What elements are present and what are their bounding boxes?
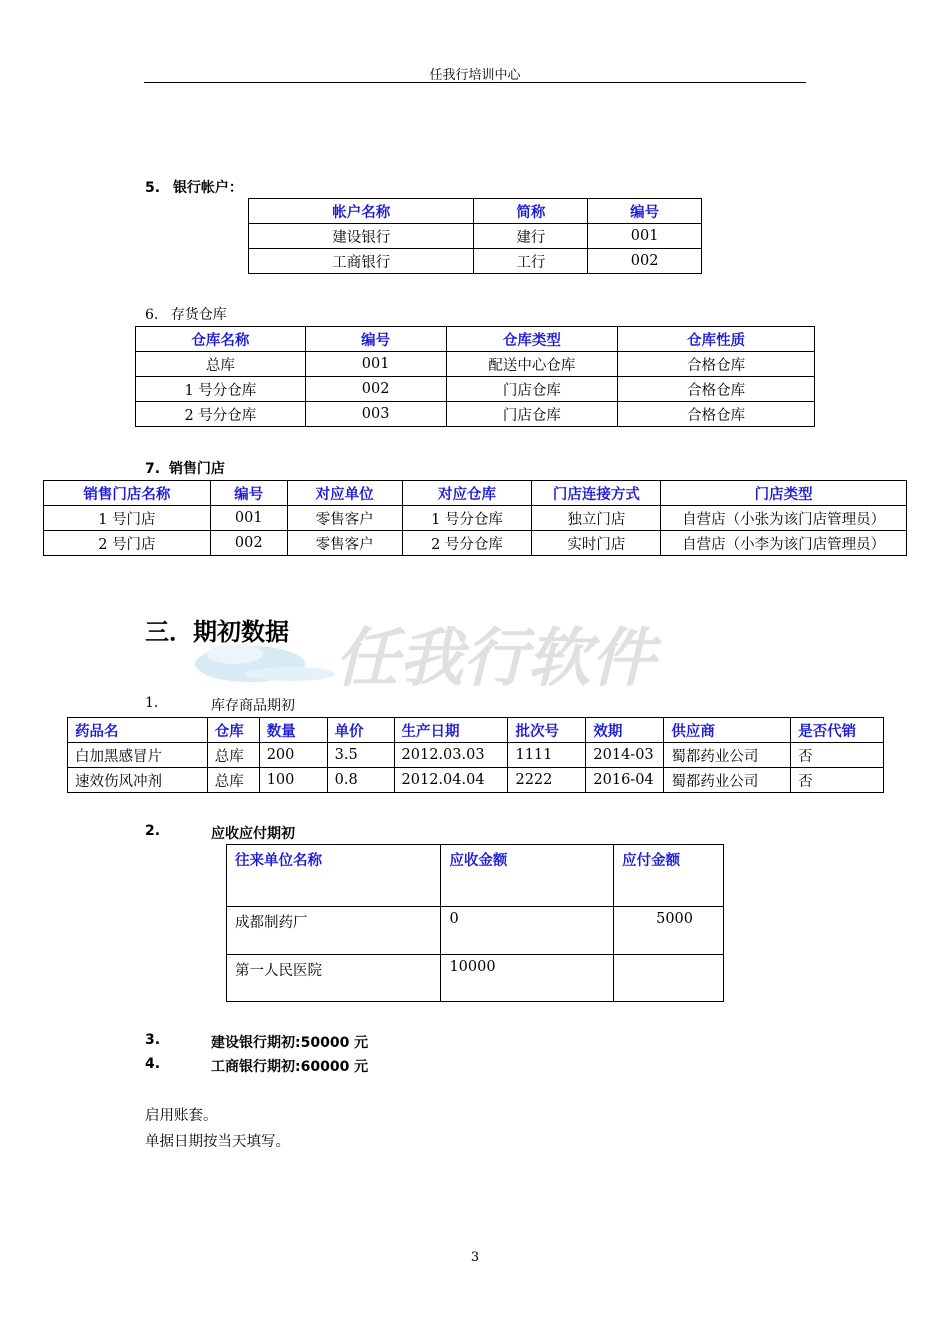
sales-store-table — [43, 480, 907, 556]
header-cell: 效期 — [586, 718, 664, 743]
table-cell: 002 — [305, 377, 446, 402]
table-cell: 001 — [305, 352, 446, 377]
table-cell: 2016-04 — [586, 768, 664, 793]
table-cell: 合格仓库 — [618, 402, 815, 427]
table-cell: 100 — [259, 768, 327, 793]
table-row — [136, 352, 815, 377]
part-3-title: 三．期初数据 — [145, 618, 289, 646]
section-7-number: 7. — [145, 461, 161, 477]
table-cell: 自营店（小李为该门店管理员） — [661, 531, 907, 556]
table-cell: 001 — [210, 506, 287, 531]
section-7-label: 销售门店 — [168, 461, 225, 477]
table-cell: 合格仓库 — [618, 377, 815, 402]
header-cell: 编号 — [210, 481, 287, 506]
header-cell: 仓库类型 — [446, 327, 618, 352]
table-cell: 0.8 — [327, 768, 394, 793]
note-line-1: 启用账套。 — [145, 1108, 218, 1124]
header-cell: 编号 — [305, 327, 446, 352]
table-cell: 门店仓库 — [446, 377, 618, 402]
table-cell: 002 — [210, 531, 287, 556]
item-3 — [145, 1032, 545, 1051]
table-cell: 合格仓库 — [618, 352, 815, 377]
header-cell: 门店类型 — [661, 481, 907, 506]
header-cell: 帐户名称 — [249, 199, 474, 224]
table-cell: 5000 — [614, 907, 724, 955]
header-cell: 对应单位 — [287, 481, 402, 506]
header-cell: 简称 — [474, 199, 588, 224]
table-cell: 实时门店 — [532, 531, 661, 556]
table-cell: 工商银行 — [249, 249, 474, 274]
table-cell: 独立门店 — [532, 506, 661, 531]
table-cell: 002 — [588, 249, 702, 274]
table-cell: 蜀都药业公司 — [664, 768, 791, 793]
table-header-row — [249, 199, 702, 224]
table-row — [227, 907, 724, 955]
header-cell: 数量 — [259, 718, 327, 743]
table-cell: 总库 — [207, 743, 259, 768]
table-cell: 1 号分仓库 — [136, 377, 306, 402]
header-cell: 销售门店名称 — [44, 481, 211, 506]
header-cell: 是否代销 — [791, 718, 884, 743]
table-header-row — [44, 481, 907, 506]
table-cell: 2012.04.04 — [394, 768, 508, 793]
table-row — [249, 249, 702, 274]
table-cell: 配送中心仓库 — [446, 352, 618, 377]
page-number: 3 — [470, 1250, 480, 1265]
table-header-row — [136, 327, 815, 352]
header-cell: 应付金额 — [614, 845, 724, 907]
section-6-label: 存货仓库 — [170, 307, 227, 323]
bank-account-table — [248, 198, 702, 274]
table-cell: 蜀都药业公司 — [664, 743, 791, 768]
inventory-label: 库存商品期初 — [211, 698, 295, 714]
page-header-title: 任我行培训中心 — [429, 68, 521, 83]
header-cell: 药品名 — [68, 718, 208, 743]
header-cell: 供应商 — [664, 718, 791, 743]
table-cell — [614, 955, 724, 1002]
item-4 — [145, 1056, 545, 1075]
table-cell: 200 — [259, 743, 327, 768]
header-cell: 仓库名称 — [136, 327, 306, 352]
table-row — [227, 955, 724, 1002]
item-3-text: 建设银行期初:50000 元 — [211, 1035, 369, 1051]
table-cell: 总库 — [207, 768, 259, 793]
section-6-heading — [145, 304, 227, 324]
table-cell: 0 — [441, 907, 614, 955]
note-line-2: 单据日期按当天填写。 — [145, 1134, 290, 1150]
header-cell: 对应仓库 — [402, 481, 532, 506]
table-cell: 工行 — [474, 249, 588, 274]
table-cell: 003 — [305, 402, 446, 427]
inventory-table — [67, 717, 884, 793]
table-cell: 否 — [791, 768, 884, 793]
section-6-number: 6. — [145, 307, 159, 323]
header-cell: 往来单位名称 — [227, 845, 441, 907]
table-cell: 第一人民医院 — [227, 955, 441, 1002]
watermark-text: 任我行软件 — [335, 622, 655, 692]
table-cell: 建设银行 — [249, 224, 474, 249]
table-cell: 速效伤风冲剂 — [68, 768, 208, 793]
header-cell: 批次号 — [508, 718, 586, 743]
inventory-number: 1. — [145, 695, 159, 711]
table-cell: 2012.03.03 — [394, 743, 508, 768]
table-cell: 建行 — [474, 224, 588, 249]
warehouse-table — [135, 326, 815, 427]
header-rule — [144, 82, 806, 83]
item-4-text: 工商银行期初:60000 元 — [211, 1059, 369, 1075]
header-cell: 编号 — [588, 199, 702, 224]
table-cell: 2222 — [508, 768, 586, 793]
table-cell: 否 — [791, 743, 884, 768]
header-cell: 单价 — [327, 718, 394, 743]
table-header-row — [68, 718, 884, 743]
header-cell: 门店连接方式 — [532, 481, 661, 506]
table-cell: 10000 — [441, 955, 614, 1002]
table-row — [68, 768, 884, 793]
table-cell: 3.5 — [327, 743, 394, 768]
table-row — [68, 743, 884, 768]
table-cell: 2 号分仓库 — [136, 402, 306, 427]
table-row — [44, 506, 907, 531]
header-cell: 生产日期 — [394, 718, 508, 743]
header-cell: 应收金额 — [441, 845, 614, 907]
table-row — [136, 377, 815, 402]
header-cell: 仓库性质 — [618, 327, 815, 352]
table-cell: 1111 — [508, 743, 586, 768]
table-cell: 2014-03 — [586, 743, 664, 768]
table-cell: 零售客户 — [287, 506, 402, 531]
section-5-number: 5. — [145, 180, 161, 196]
table-row — [136, 402, 815, 427]
ar-ap-number: 2. — [145, 823, 161, 839]
table-cell: 成都制药厂 — [227, 907, 441, 955]
section-5-label: 银行帐户： — [172, 180, 243, 196]
table-header-row — [227, 845, 724, 907]
section-7-heading — [145, 458, 225, 478]
table-cell: 自营店（小张为该门店管理员） — [661, 506, 907, 531]
table-cell: 2 号门店 — [44, 531, 211, 556]
table-row — [249, 224, 702, 249]
table-cell: 白加黑感冒片 — [68, 743, 208, 768]
ar-ap-heading — [145, 823, 545, 842]
header-cell: 仓库 — [207, 718, 259, 743]
section-5-heading — [145, 177, 243, 197]
watermark-swoosh-icon — [195, 612, 735, 692]
table-cell: 总库 — [136, 352, 306, 377]
table-cell: 1 号分仓库 — [402, 506, 532, 531]
item-4-number: 4. — [145, 1056, 161, 1072]
table-cell: 门店仓库 — [446, 402, 618, 427]
table-cell: 零售客户 — [287, 531, 402, 556]
inventory-heading — [145, 695, 545, 714]
watermark-logo — [195, 612, 735, 692]
table-row — [44, 531, 907, 556]
table-cell: 2 号分仓库 — [402, 531, 532, 556]
table-cell: 001 — [588, 224, 702, 249]
ar-ap-label: 应收应付期初 — [211, 826, 295, 842]
ar-ap-table — [226, 844, 724, 1002]
table-cell: 1 号门店 — [44, 506, 211, 531]
item-3-number: 3. — [145, 1032, 161, 1048]
